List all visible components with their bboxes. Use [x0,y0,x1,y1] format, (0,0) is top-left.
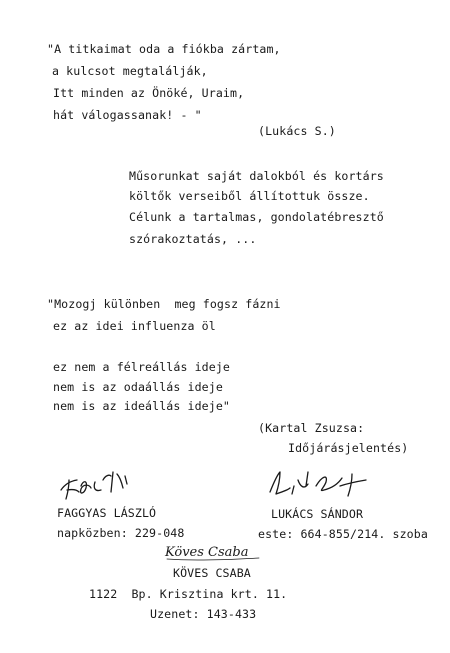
quote1-author: (Lukács S.) [258,124,336,138]
quote2-line-4: nem is az odaállás ideje [53,380,223,394]
intro-line-1: Műsorunkat saját dalokból és kortárs [129,169,384,183]
quote2-author-line-1: (Kartal Zsuzsa: [258,421,365,435]
koves-message: Uzenet: 143-433 [150,607,257,621]
signature-faggyas-image [55,462,145,504]
faggyas-name: FAGGYAS LÁSZLÓ [57,506,157,520]
quote2-line-1: "Mozogj különben meg fogsz fázni [47,297,281,311]
svg-text:Köves Csaba: Köves Csaba [165,545,249,560]
quote2-author-line-2: Időjárásjelentés) [288,441,409,455]
quote2-line-5: nem is az ideállás ideje" [53,399,231,413]
lukacs-name: LUKÁCS SÁNDOR [271,507,364,521]
intro-line-2: költők verseiből állítottuk össze. [129,189,370,203]
intro-line-4: szórakoztatás, ... [129,232,257,246]
quote1-line-4: hát válogassanak! - " [53,108,202,122]
koves-address: 1122 Bp. Krisztina krt. 11. [89,587,288,601]
quote1-line-2: a kulcsot megtalálják, [52,64,208,78]
signature-lukacs-image [262,466,382,500]
quote2-line-2: ez az idei influenza öl [53,319,216,333]
quote1-line-1: "A titkaimat oda a fiókba zártam, [47,42,281,56]
lukacs-phone: este: 664-855/214. szoba [258,527,428,541]
quote2-line-3: ez nem a félreállás ideje [53,360,231,374]
faggyas-phone: napközben: 229-048 [57,526,185,540]
signature-koves-image [163,541,263,563]
koves-name: KÖVES CSABA [173,566,251,580]
intro-line-3: Célunk a tartalmas, gondolatébresztő [129,210,384,224]
quote1-line-3: Itt minden az Önöké, Uraim, [53,86,245,100]
